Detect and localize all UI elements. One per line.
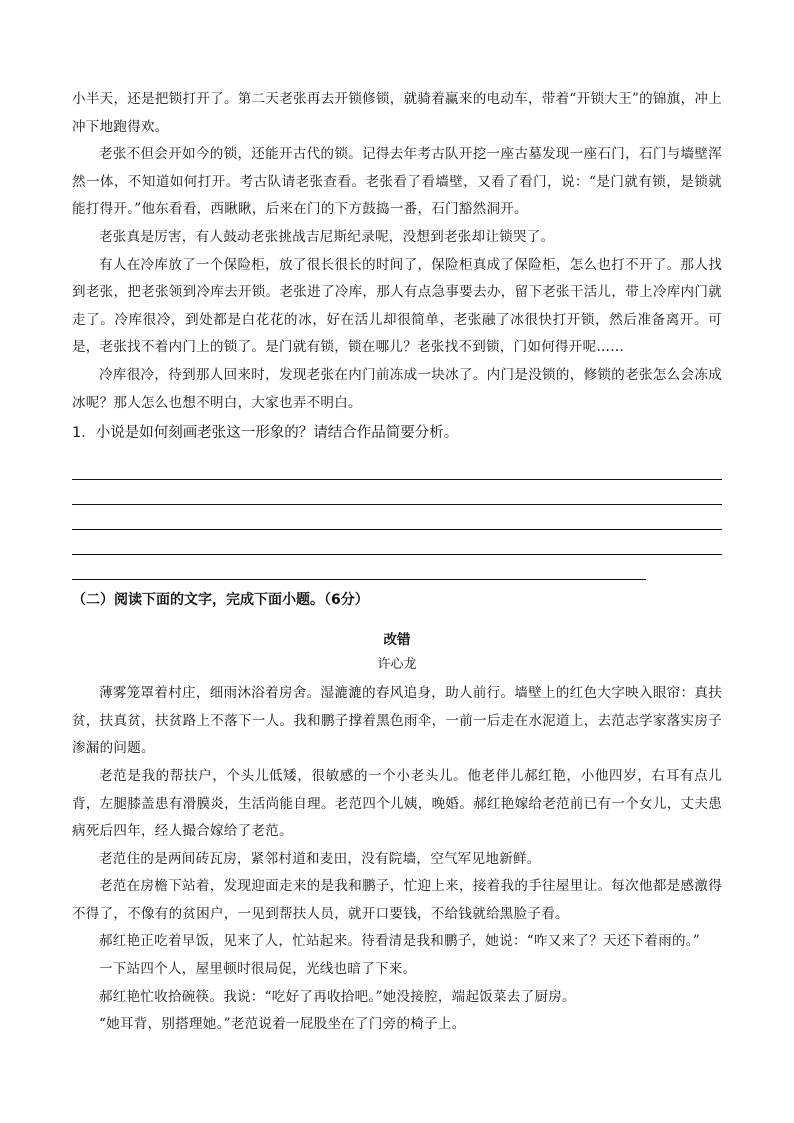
answer-line [72, 530, 722, 555]
story2-paragraph-1: 薄雾笼罩着村庄，细雨沐浴着房舍。湿漉漉的春风追身，助人前行。墙壁上的红色大字映入眼帘：真扶贫，扶真贫，扶贫路上不落下一人。我和鹏子撑着黑色雨伞，一前一后走在水泥道上，去范志学家落实房子渗漏的问题。 [72, 685, 722, 757]
answer-line [72, 505, 722, 530]
story2-paragraph-4: 老范在房檐下站着，发现迎面走来的是我和鹏子，忙迎上来，接着我的手往屋里让。每次他都是感激得不得了，不像有的贫困户，一见到帮扶人员，就开口要钱，不给钱就给黑脸子看。 [72, 878, 722, 922]
story1-paragraph-1: 小半天，还是把锁打开了。第二天老张再去开锁修锁，就骑着赢来的电动车，带着“开锁大王”的锦旗，冲上冲下地跑得欢。 [72, 91, 722, 135]
story1-paragraph-3: 老张真是厉害，有人鼓动老张挑战吉尼斯纪录呢，没想到老张却让锁哭了。 [99, 228, 555, 245]
story-author: 许心龙 [377, 657, 417, 673]
story1-text [72, 86, 722, 417]
story2-paragraph-3: 老范住的是两间砖瓦房，紧邻村道和麦田，没有院墙，空气军见地新鲜。 [99, 850, 541, 867]
answer-line [72, 555, 646, 580]
story2-paragraph-6: 一下站四个人，屋里顿时很局促，光线也暗了下来。 [99, 961, 417, 978]
story1-paragraph-4: 有人在冷库放了一个保险柜，放了很长很长的时间了，保险柜真成了保险柜，怎么也打不开了。那人找到老张，把老张领到冷库去开锁。老张进了冷库，那人有点急事要去办，留下老张干活儿，带上冷库内门就走了。冷库很冷，到处都是白花花的冰，好在活儿却很简单，老张融了冰很快打开锁，然后准备离开。可是，老张找不着内门上的锁了。是门就有锁，锁在哪儿？老张找不到锁，门如何得开呢…… [72, 256, 722, 356]
section-2-heading: （二）阅读下面的文字，完成下面小题。（6分） [72, 592, 369, 609]
story1-paragraph-2: 老张不但会开如今的锁，还能开古代的锁。记得去年考古队开挖一座古墓发现一座石门，石门与墙壁浑然一体，不知道如何打开。考古队请老张查看。老张看了看墙壁，又看了看门，说：“是门就有锁，是锁就能打得开。”他东看看，西瞅瞅，后来在门的下方鼓捣一番，石门豁然洞开。 [72, 146, 722, 218]
answer-lines [72, 455, 722, 580]
story2-paragraph-8: “她耳背，别搭理她。”老范说着一屁股坐在了门旁的椅子上。 [99, 1016, 466, 1033]
document-page [72, 86, 722, 1039]
answer-line [72, 455, 722, 480]
answer-line [72, 480, 722, 505]
story-title: 改错 [383, 632, 411, 649]
question-1: 1．小说是如何刻画老张这一形象的？请结合作品简要分析。 [72, 425, 459, 442]
story2-paragraph-2: 老范是我的帮扶户，个头儿低矮，很敏感的一个小老头儿。他老伴儿郝红艳，小他四岁，右耳有点儿背，左腿膝盖患有滑膜炎，生活尚能自理。老范四个儿姨，晚婚。郝红艳嫁给老范前已有一个女儿，丈夫患病死后四年，经人撮合嫁给了老范。 [72, 767, 722, 840]
story2-paragraph-7: 郝红艳忙收拾碗筷。我说：“吃好了再收拾吧。”她没接腔，端起饭菜去了厨房。 [99, 988, 576, 1005]
story1-paragraph-5: 冷库很冷，待到那人回来时，发现老张在内门前冻成一块冰了。内门是没锁的，修锁的老张怎么会冻成冰呢？那人怎么也想不明白，大家也弄不明白。 [72, 366, 722, 411]
story2-paragraph-5: 郝红艳正吃着早饭，见来了人，忙站起来。待看清是我和鹏子，她说：“咋又来了？天还下着雨的。” [99, 933, 701, 950]
story2-text [72, 680, 722, 1039]
